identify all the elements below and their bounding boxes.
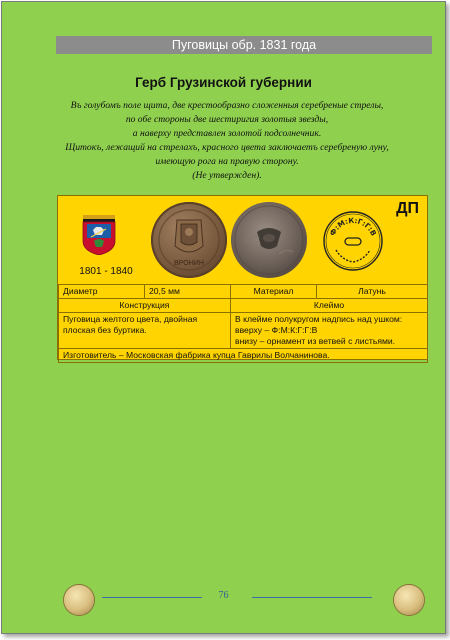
footer-coin-icon — [394, 585, 424, 615]
spec-table — [58, 284, 428, 363]
section-description — [42, 99, 412, 183]
years-range: 1801 - 1840 — [79, 266, 133, 277]
footer-divider — [252, 597, 372, 598]
material-label: Материал — [231, 285, 317, 299]
description-line: (Не утвержден). — [192, 170, 262, 181]
page-header-title: Пуговицы обр. 1831 года — [171, 38, 317, 52]
category-badge: ДП — [396, 200, 419, 217]
description-line: а наверху представлен золотой подсолнечник. — [132, 128, 322, 139]
table-row — [59, 313, 428, 349]
description-line: имеющую рога на правую сторону. — [155, 156, 299, 167]
table-row — [59, 285, 428, 299]
description-line: Щитокъ, лежащий на стрелахъ, красного цвета заключаетъ серебреную луну, — [65, 142, 389, 153]
description-line: по обе стороны две шестиригия золотыя звезды, — [125, 114, 329, 125]
construction-header: Конструкция — [59, 299, 231, 313]
description-line: Въ голубомъ поле щита, две крестообразно сложенныя серебреные стрелы, — [70, 100, 384, 111]
maker-text: Изготовитель – Московская фабрика купца Гаврилы Волчанинова. — [59, 349, 428, 363]
diameter-value: 20,5 мм — [145, 285, 231, 299]
moscow-emblem-icon — [82, 215, 116, 255]
mark-description — [231, 313, 428, 349]
material-value: Латунь — [317, 285, 428, 299]
mark-line: В клейме полукругом надпись над ушком: — [235, 314, 403, 324]
button-front-inscription: ВРОНИН — [174, 260, 204, 267]
maker-mark-text: Ф:М:К:Г:Г:В — [327, 215, 379, 238]
button-card — [57, 195, 428, 360]
maker-mark-icon — [322, 210, 384, 272]
mark-header: Клеймо — [231, 299, 428, 313]
construction-text: Пуговица желтого цвета, двойная плоская без буртика. — [59, 313, 231, 349]
page-number: 76 — [218, 590, 229, 601]
section-title: Герб Грузинской губернии — [135, 75, 312, 90]
table-row — [59, 299, 428, 313]
mark-line: вверху – Ф:М:К:Г:Г:В — [235, 325, 318, 335]
button-front-image — [151, 202, 227, 278]
page — [1, 1, 446, 634]
table-row — [59, 349, 428, 363]
svg-text:Ф:М:К:Г:Г:В — [328, 216, 379, 237]
page-header — [56, 36, 432, 54]
button-back-image — [231, 202, 307, 278]
diameter-label: Диаметр — [59, 285, 145, 299]
mark-line: внизу – орнамент из ветвей с листьями. — [235, 336, 396, 346]
